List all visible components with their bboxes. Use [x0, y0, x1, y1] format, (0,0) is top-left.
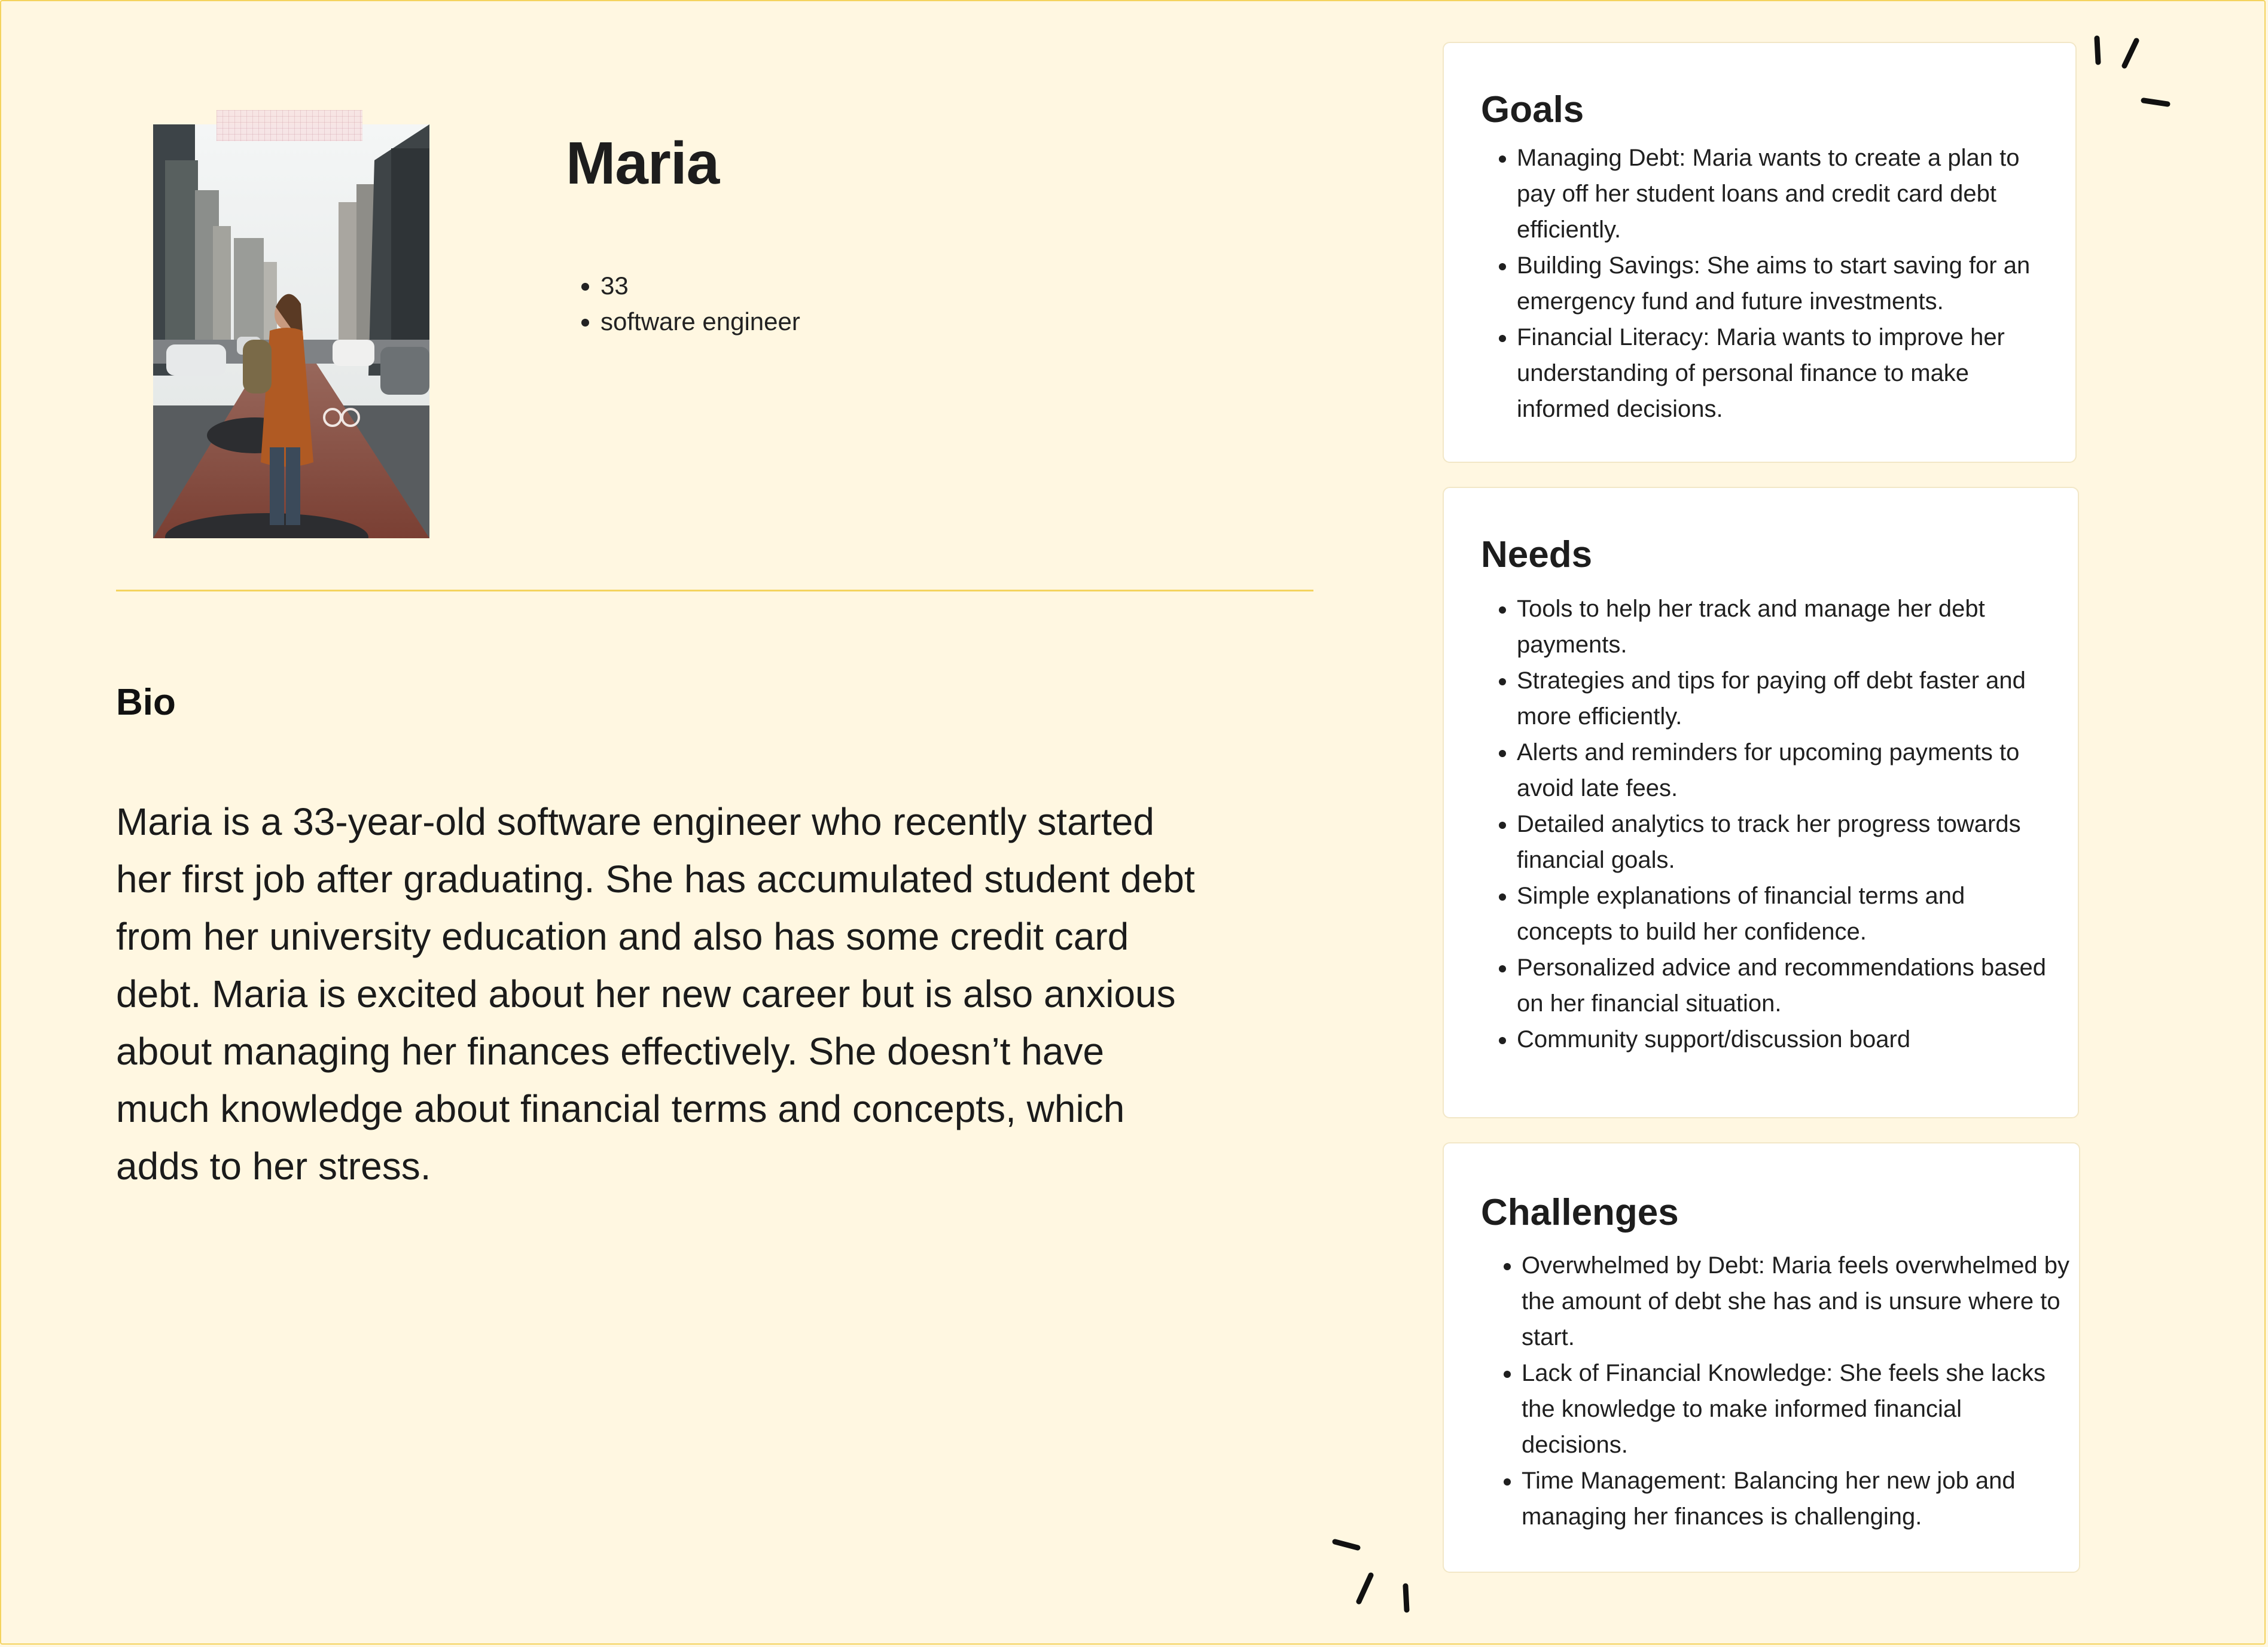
- persona-photo: [153, 124, 429, 538]
- persona-name: Maria: [566, 130, 720, 197]
- photo-tape-decoration: [217, 110, 362, 141]
- challenge-item: • Overwhelmed by Debt: Maria feels overwhelmed by the amount of debt she has and is unsure where to start.: [1522, 1248, 2069, 1355]
- challenges-heading: Challenges: [1481, 1192, 1679, 1233]
- goals-heading: Goals: [1481, 89, 1584, 130]
- persona-facts: [573, 268, 800, 340]
- need-item: • Alerts and reminders for upcoming payments to avoid late fees.: [1517, 734, 2055, 806]
- persona-fact-age: • 33: [600, 268, 800, 304]
- need-item: • Tools to help her track and manage her debt payments.: [1517, 591, 2055, 663]
- need-item: • Strategies and tips for paying off debt faster and more efficiently.: [1517, 663, 2055, 734]
- persona-fact-occupation: • software engineer: [600, 304, 800, 340]
- bio-text: Maria is a 33-year-old software engineer who recently started her first job after graduating. She has accumulated student debt from her university education and also has some credit card debt. Maria is excited about her new career but is also anxious about managing her finances effectively. She doesn’t have much knowledge about financial terms and concepts, which adds to her stress.: [116, 800, 1195, 1188]
- challenge-item: • Time Management: Balancing her new job and managing her finances is challenging.: [1522, 1463, 2069, 1535]
- goals-card: [1443, 42, 2077, 463]
- need-item: • Detailed analytics to track her progress towards financial goals.: [1517, 806, 2055, 878]
- needs-list: [1481, 591, 2055, 1057]
- goals-list: [1481, 140, 2055, 427]
- need-item: • Community support/discussion board: [1517, 1021, 2055, 1057]
- needs-card: [1443, 487, 2079, 1118]
- need-item: • Simple explanations of financial terms and concepts to build her confidence.: [1517, 878, 2055, 950]
- challenges-card: [1443, 1142, 2080, 1573]
- bio-heading: Bio: [116, 682, 176, 723]
- need-item: • Personalized advice and recommendations based on her financial situation.: [1517, 950, 2055, 1021]
- section-divider: [116, 590, 1313, 591]
- goal-item: • Financial Literacy: Maria wants to improve her understanding of personal finance to make informed decisions.: [1517, 319, 2055, 427]
- challenge-item: • Lack of Financial Knowledge: She feels she lacks the knowledge to make informed financial decisions.: [1522, 1355, 2069, 1463]
- challenges-list: [1486, 1248, 2069, 1535]
- goal-item: • Managing Debt: Maria wants to create a plan to pay off her student loans and credit card debt efficiently.: [1517, 140, 2055, 248]
- needs-heading: Needs: [1481, 534, 1593, 575]
- goal-item: • Building Savings: She aims to start saving for an emergency fund and future investments.: [1517, 248, 2055, 319]
